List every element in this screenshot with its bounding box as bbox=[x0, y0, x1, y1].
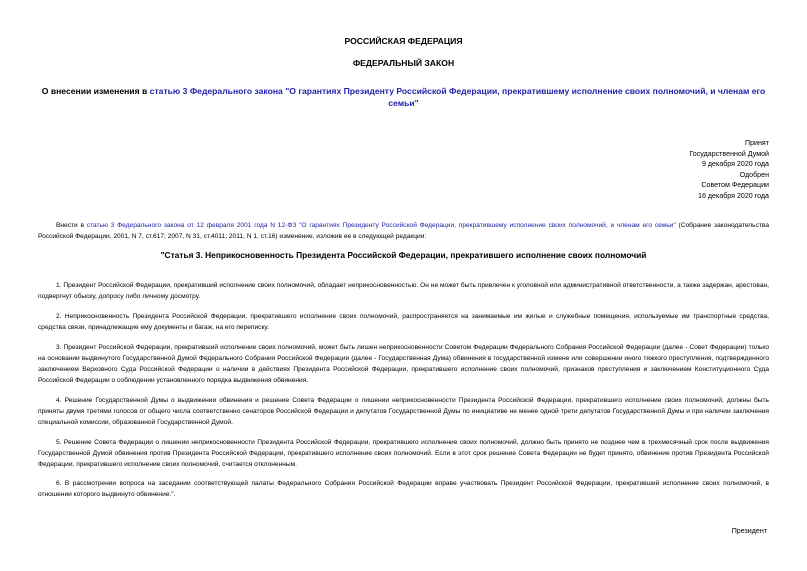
adoption-line: 16 декабря 2020 года bbox=[698, 191, 769, 200]
adoption-line: 9 декабря 2020 года bbox=[701, 160, 769, 169]
adoption-block bbox=[689, 138, 769, 202]
adoption-line: Одобрен bbox=[739, 170, 769, 179]
adoption-line: Советом Федерации bbox=[701, 181, 769, 190]
article-title: "Статья 3. Неприкосновенность Президента Российской Федерации, прекратившего исполнение своих полномочий bbox=[160, 250, 647, 260]
adoption-line: Принят bbox=[744, 139, 769, 147]
article-paragraph-4: 4. Решение Государственной Думы о выдвижении обвинения и решение Совета Федерации о лишении неприкосновенности Президента Российской Федерации, прекратившего исполнение своих полномочий, должны быть приняты двумя третями голосов от общего числа соответственно сенаторов Российской Федерации и депутатов Государственной Думы по инициативе не менее одной трети депутатов Государственной Думы и при наличии заключения специальной комиссии, образованной Государственной Думой. bbox=[38, 397, 769, 426]
law-title-prefix: О внесении изменения в bbox=[41, 86, 150, 96]
article-paragraph-5: 5. Решение Совета Федерации о лишении неприкосновенности Президента Российской Федерации, прекратившего исполнение своих полномочий, должно быть принято не позднее чем в трехмесячный срок после выдвижения Государственной Думой обвинения против Президента Российской Федерации, прекратившего исполнение своих полномочий. Если в этот срок решение Совета Федерации не будет принято, обвинение против Президента Российской Федерации, прекратившего исполнение своих полномочий, считается отклоненным. bbox=[38, 439, 769, 468]
header-country: РОССИЙСКАЯ ФЕДЕРАЦИЯ bbox=[344, 36, 463, 46]
law-title-link[interactable]: статью 3 Федерального закона "О гарантиях Президенту Российской Федерации, прекратившему исполнение своих полномочий, и членам его семьи" bbox=[149, 86, 766, 108]
article-paragraph-6: 6. В рассмотрении вопроса на заседании соответствующей палаты Федерального Собрания Российской Федерации вправе участвовать Президент Российской Федерации, прекративший исполнение своих полномочий, в отношении которого выдвинуто обвинение.". bbox=[38, 480, 769, 498]
article-paragraph-1: 1. Президент Российской Федерации, прекративший исполнение своих полномочий, обладает неприкосновенностью. Он не может быть привлечен к уголовной или административной ответственности, а также задержан, арестован, подвергнут обыску, допросу либо личному досмотру. bbox=[38, 282, 769, 300]
article-paragraph-3: 3. Президент Российской Федерации, прекративший исполнение своих полномочий, может быть лишен неприкосновенности Советом Федерации Федерального Собрания Российской Федерации (далее - Совет Федерации) только на основании выдвинутого Государственной Думой Федерального Собрания Российской Федерации (далее - Государственная Дума) обвинения в государственной измене или совершении иного тяжкого преступления, подтвержденного заключением Верховного Суда Российской Федерации о наличии в действиях Президента Российской Федерации, прекратившего исполнение своих полномочий, признаков преступления и заключением Конституционного Суда Российской Федерации о соблюдении установленного порядка выдвижения обвинения. bbox=[38, 344, 769, 384]
law-title bbox=[36, 85, 771, 109]
signature-president: Президент bbox=[731, 527, 767, 535]
intro-suffix: (Собрание законодательства Российской Федерации, 2001, N 7, ст.617; 2007, N 31, ст.4011; 2011, N 1, ст.16) изменение, изложив ее в следующей редакции: bbox=[38, 222, 769, 240]
adoption-line: Государственной Думой bbox=[689, 149, 769, 158]
intro-paragraph bbox=[38, 220, 769, 242]
article-paragraph-2: 2. Неприкосновенность Президента Российской Федерации, прекратившего исполнение своих полномочий, распространяется на занимаемые им жилые и служебные помещения, используемые им транспортные средства, средства связи, принадлежащие ему документы и багаж, на его переписку. bbox=[38, 313, 769, 331]
header-doc-type: ФЕДЕРАЛЬНЫЙ ЗАКОН bbox=[352, 58, 455, 68]
intro-prefix: Внести в bbox=[56, 222, 87, 229]
intro-link[interactable]: статью 3 Федерального закона от 12 февраля 2001 года N 12-ФЗ "О гарантиях Президенту Российской Федерации, прекратившему исполнение своих полномочий, и членам его семьи" bbox=[86, 222, 676, 229]
